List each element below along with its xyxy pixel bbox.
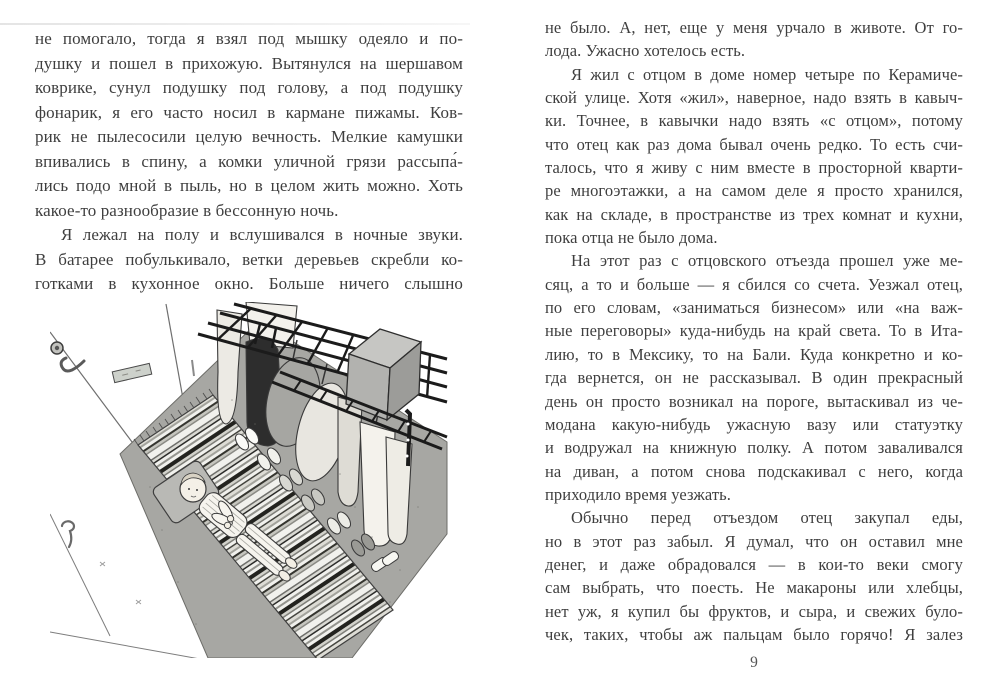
page-edge-shadow [0, 23, 470, 25]
text-line: На этот раз с отцовского отъезда прошел уже ме- [571, 251, 963, 271]
text-line: ные переговоры» куда-нибудь на край света. То в Ита- [545, 321, 963, 341]
text-line: нет уж, я купил бы фруктов, и сыра, и свежих було- [545, 601, 963, 621]
text-line: сяц, а то и больше — я сбился со счета. Уезжал отец, [545, 274, 963, 294]
text-line: ской улице. Хотя «жил», наверное, надо взять в кавыч- [545, 88, 963, 108]
text-line: фонарик, я его часто носил в кармане пижамы. Ков- [35, 102, 463, 122]
text-line: ре многоэтажки, а на самом деле я просто хранился, [545, 181, 963, 201]
page-number: 9 [750, 654, 758, 671]
text-line: рик не пылесосили целую вечность. Мелкие камушки [35, 127, 463, 146]
text-line: талось, что я живу с ним вместе в просторной кварти- [545, 158, 963, 178]
door-handle [61, 358, 84, 371]
text-line: ки. Точнее, в кавычки надо взять «с отцом», потому [545, 111, 963, 131]
text-line: В батарее побулькивало, ветки деревьев скребли ко- [35, 249, 463, 269]
text-line: денег, и даже обрадовался — в кои-то веки смогу [545, 554, 963, 574]
text-line: впивались в спину, а комки уличной грязи рассыпа́- [35, 151, 463, 171]
hallway-illustration-svg [50, 302, 450, 658]
text-line: гда вернется, он не рассказывал. В один прекрасный [545, 368, 963, 388]
text-line: сам выбрать, что поесть. Не макароны или хлебцы, [545, 578, 963, 598]
text-line: чек, таких, чтобы аж пальцам было горячо! Я залез [545, 624, 963, 644]
hallway-illustration [50, 302, 450, 658]
text-line: модана какую-нибудь ужасную вазу или статуэтку [545, 414, 963, 434]
text-line: не помогало, тогда я взял под мышку одеяло и по- [35, 29, 463, 48]
text-line: лию, то в Мексику, то на Бали. Куда конкретно и ко- [545, 344, 963, 364]
text-line: день он просто возникал на пороге, вытаскивал из че- [545, 391, 963, 411]
left-page [35, 27, 463, 297]
text-line: и водружал на книжную полку. А потом заваливался [545, 438, 963, 458]
text-line: не было. А, нет, еще у меня урчало в животе. От го- [545, 18, 963, 37]
storage-box [346, 329, 421, 420]
text-line: на диван, а потом снова подскакивал с него, когда [545, 461, 963, 481]
text-line: что отец как раз дома бывал очень редко. То есть счи- [545, 134, 963, 154]
text-line: готками в кухонное окно. Больше ничего слышно [35, 274, 463, 293]
text-line: Я лежал на полу и вслушивался в ночные звуки. [61, 225, 463, 244]
door-nameplate [112, 363, 152, 382]
text-line: коврике, сунул подушку под голову, а под подушку [35, 78, 463, 97]
text-line: Я жил с отцом в доме номер четыре по Керамиче- [571, 64, 963, 84]
text-line: пока отца не было дома. [545, 228, 718, 248]
text-line: какое-то разнообразие в бессонную ночь. [35, 200, 339, 220]
text-line: но в этот раз забыл. Я думал, что он оставил мне [545, 531, 963, 551]
text-line: лись подо мной в пыль, но в целом жить можно. Хоть [35, 176, 463, 195]
text-line: приходило время уезжать. [545, 484, 731, 504]
text-line: как на складе, в пространстве из трех комнат и кухни, [545, 204, 963, 224]
text-line: душку и пошел в прихожую. Вытянулся на шершавом [35, 53, 463, 73]
right-page [545, 16, 963, 646]
text-line: Обычно перед отъездом отец закупал еды, [571, 508, 963, 528]
text-line: по его словам, «заниматься бизнесом» или «на важ- [545, 298, 963, 318]
text-line: лода. Ужасно хотелось есть. [545, 41, 746, 61]
